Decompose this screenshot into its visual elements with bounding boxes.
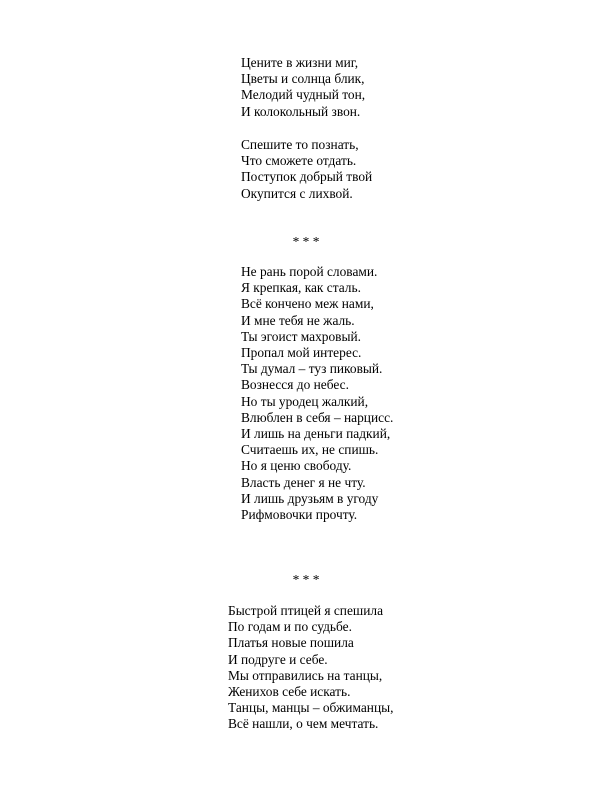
poem-line: Быстрой птицей я спешила: [228, 603, 384, 618]
poem-line: И колокольный звон.: [241, 103, 361, 119]
poem-line: Танцы, манцы – обжиманцы,: [228, 700, 394, 716]
section-separator: * * *: [292, 572, 320, 587]
poem-line: Поступок добрый твой: [241, 169, 373, 185]
poem-line: Женихов себе искать.: [228, 684, 351, 700]
poem-line: Рифмовочки прочту.: [241, 507, 358, 523]
poem-line: Считаешь их, не спишь.: [241, 442, 379, 458]
poem-line: Не рань порой словами.: [241, 264, 378, 279]
poem-line: Окупится с лихвой.: [241, 185, 353, 201]
poem-line: И подруге и себе.: [228, 651, 328, 667]
poem-line: Влюблен в себя – нарцисс.: [241, 409, 394, 425]
poem-line: Платья новые пошила: [228, 635, 354, 651]
poem-line: Вознесся до небес.: [241, 377, 349, 393]
section-separator: * * *: [292, 234, 320, 249]
poem-line: И мне тебя не жаль.: [241, 312, 355, 328]
poem-line: И лишь друзьям в угоду: [241, 490, 379, 506]
poem-line: Я крепкая, как сталь.: [241, 280, 361, 296]
poem-line: Мы отправились на танцы,: [228, 667, 383, 683]
poem-line: И лишь на деньги падкий,: [241, 426, 391, 442]
poem-line: Цветы и солнца блик,: [241, 71, 365, 87]
poem3: [228, 603, 393, 733]
poem-line: Цените в жизни миг,: [241, 55, 359, 70]
poem-line: Ты эгоист махровый.: [241, 328, 362, 344]
poem-line: Но ты уродец жалкий,: [241, 393, 369, 409]
poem-line: Что сможете отдать.: [241, 153, 357, 169]
poem1-stanza2: [241, 137, 372, 202]
poem-line: По годам и по судьбе.: [228, 619, 352, 635]
poem-line: Ты думал – туз пиковый.: [241, 361, 383, 377]
poem-line: Власть денег я не чту.: [241, 474, 366, 490]
poem1-stanza1: [241, 55, 365, 120]
poem-line: Мелодий чудный тон,: [241, 87, 366, 103]
poem2: [241, 264, 393, 523]
poem-line: Но я ценю свободу.: [241, 458, 352, 474]
poem-line: Всё кончено меж нами,: [241, 296, 374, 312]
poem-line: Всё нашли, о чем мечтать.: [228, 716, 379, 732]
poem-line: Пропал мой интерес.: [241, 345, 362, 361]
poem-line: Спешите то познать,: [241, 137, 359, 152]
